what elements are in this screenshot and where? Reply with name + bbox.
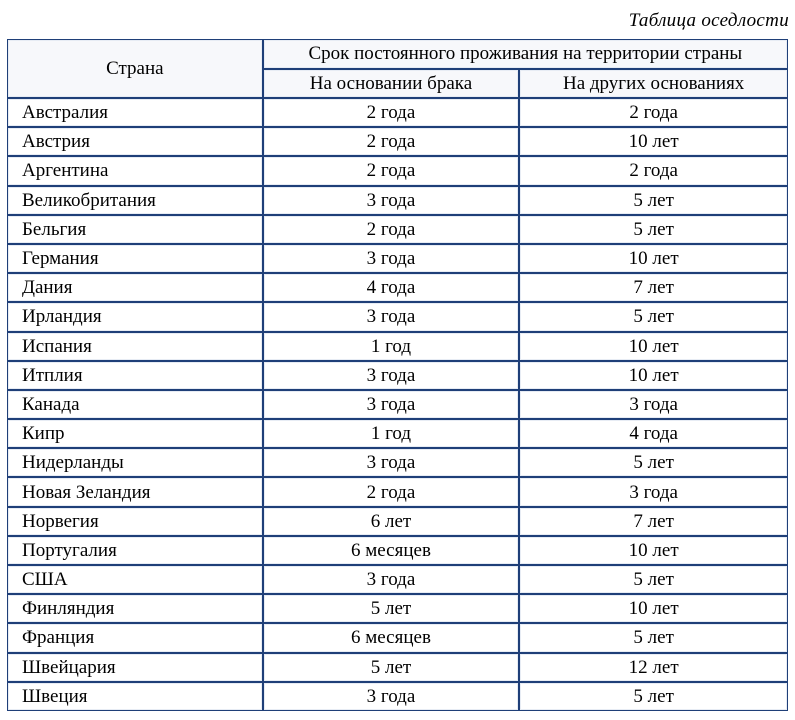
table-row [8,449,787,478]
cell-country: Аргентина [8,157,264,186]
cell-marriage-period: 3 года [264,683,521,710]
cell-country: Норвегия [8,508,264,537]
cell-marriage-period: 6 месяцев [264,537,521,566]
cell-country: США [8,566,264,595]
cell-country: Швеция [8,683,264,710]
cell-other-period: 3 года [520,391,787,420]
cell-country: Швейцария [8,654,264,683]
table-row [8,157,787,186]
cell-marriage-period: 3 года [264,449,521,478]
cell-marriage-period: 5 лет [264,595,521,624]
table-row [8,245,787,274]
cell-other-period: 4 года [520,420,787,449]
cell-marriage-period: 2 года [264,99,521,128]
cell-country: Ирландия [8,303,264,332]
cell-marriage-period: 3 года [264,303,521,332]
table-row [8,537,787,566]
cell-other-period: 5 лет [520,566,787,595]
table-row [8,362,787,391]
cell-country: Нидерланды [8,449,264,478]
cell-country: Финляндия [8,595,264,624]
cell-country: Бельгия [8,216,264,245]
header-row-top [8,40,787,70]
cell-country: Великобритания [8,187,264,216]
table-row [8,566,787,595]
cell-marriage-period: 3 года [264,362,521,391]
table-row [8,128,787,157]
cell-other-period: 3 года [520,478,787,507]
cell-other-period: 5 лет [520,303,787,332]
cell-marriage-period: 3 года [264,245,521,274]
cell-country: Новая Зеландия [8,478,264,507]
cell-other-period: 10 лет [520,595,787,624]
cell-marriage-period: 1 год [264,420,521,449]
cell-other-period: 10 лет [520,333,787,362]
table-row [8,478,787,507]
table-body [8,99,787,710]
cell-country: Австрия [8,128,264,157]
table-row [8,99,787,128]
cell-marriage-period: 6 лет [264,508,521,537]
table-row [8,333,787,362]
cell-country: Франция [8,624,264,653]
cell-other-period: 5 лет [520,216,787,245]
cell-country: Португалия [8,537,264,566]
cell-other-period: 10 лет [520,245,787,274]
cell-marriage-period: 6 месяцев [264,624,521,653]
cell-other-period: 12 лет [520,654,787,683]
cell-marriage-period: 2 года [264,157,521,186]
cell-marriage-period: 3 года [264,566,521,595]
cell-country: Канада [8,391,264,420]
table-header [8,40,787,99]
table-row [8,216,787,245]
residency-table [7,39,788,711]
cell-other-period: 2 года [520,99,787,128]
header-marriage: На основании брака [264,70,521,99]
table-row [8,624,787,653]
table-row [8,303,787,332]
header-residency-period: Срок постоянного проживания на территории страны [264,40,787,70]
table-row [8,187,787,216]
cell-country: Испания [8,333,264,362]
table-caption: Таблица оседлости [628,10,789,31]
cell-country: Австралия [8,99,264,128]
table-row [8,391,787,420]
cell-other-period: 5 лет [520,449,787,478]
cell-marriage-period: 3 года [264,187,521,216]
header-other: На других основаниях [520,70,787,99]
cell-country: Дания [8,274,264,303]
table-row [8,508,787,537]
cell-marriage-period: 1 год [264,333,521,362]
table-row [8,274,787,303]
cell-other-period: 7 лет [520,508,787,537]
cell-marriage-period: 5 лет [264,654,521,683]
table-row [8,654,787,683]
cell-country: Итплия [8,362,264,391]
cell-marriage-period: 4 года [264,274,521,303]
cell-marriage-period: 2 года [264,216,521,245]
residency-table-container [7,39,788,711]
cell-marriage-period: 2 года [264,478,521,507]
cell-country: Кипр [8,420,264,449]
cell-other-period: 5 лет [520,187,787,216]
cell-other-period: 10 лет [520,537,787,566]
table-row [8,595,787,624]
cell-other-period: 5 лет [520,624,787,653]
cell-other-period: 10 лет [520,362,787,391]
cell-other-period: 5 лет [520,683,787,710]
cell-marriage-period: 3 года [264,391,521,420]
cell-marriage-period: 2 года [264,128,521,157]
cell-other-period: 7 лет [520,274,787,303]
cell-country: Германия [8,245,264,274]
cell-other-period: 2 года [520,157,787,186]
cell-other-period: 10 лет [520,128,787,157]
table-row [8,683,787,710]
header-country: Страна [8,40,264,99]
table-row [8,420,787,449]
